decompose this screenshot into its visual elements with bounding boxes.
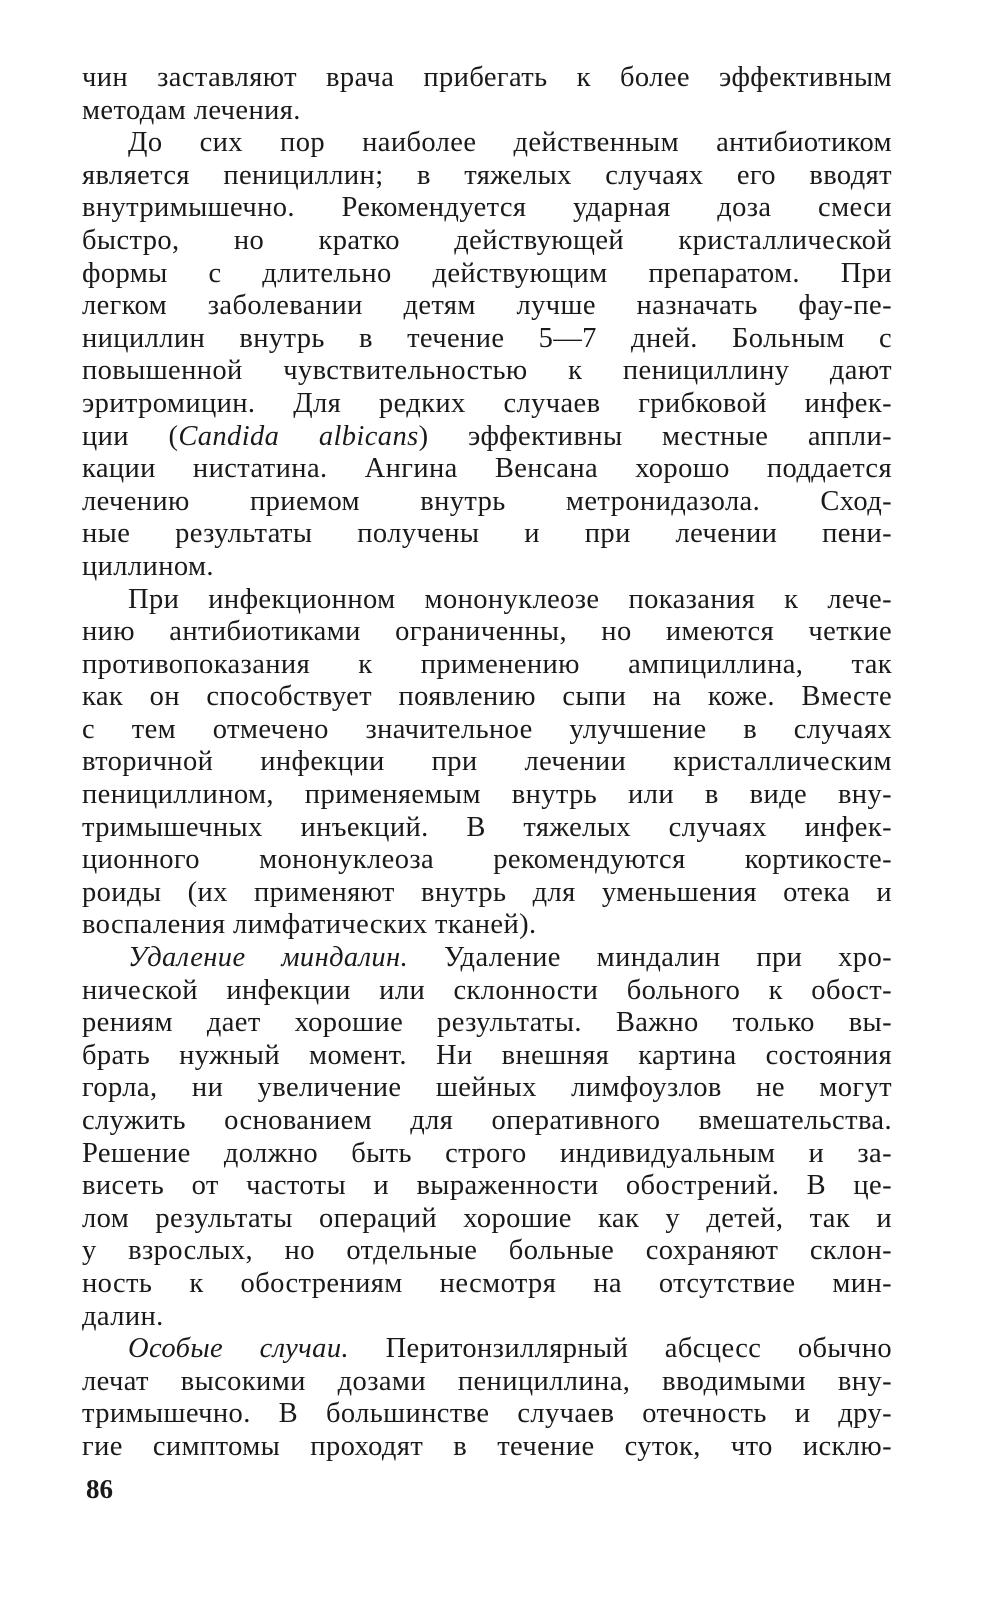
text-line: нической инфекции или склонности больного к обост- — [82, 974, 892, 1006]
text-line: внутримышечно. Рекомендуется ударная доза смеси — [82, 192, 892, 224]
text-line: рениям дает хорошие результаты. Важно только вы- — [82, 1007, 892, 1039]
text-fragment: ции ( — [82, 420, 179, 452]
text-line: висеть от частоты и выраженности обострений. В це- — [82, 1170, 892, 1202]
text-line: вторичной инфекции при лечении кристаллическим — [82, 746, 892, 778]
text-line: лом результаты операций хорошие как у детей, так и — [82, 1202, 892, 1234]
text-line: с тем отмечено значительное улучшение в случаях — [82, 713, 892, 745]
page-body — [82, 62, 892, 1464]
section-lead-line — [82, 942, 892, 975]
text-line: противопоказания к применению ампициллина, так — [82, 648, 892, 680]
text-line: роиды (их применяют внутрь для уменьшения отека и — [82, 876, 892, 908]
species-name: Candida albicans — [178, 420, 419, 452]
text-line: При инфекционном мононуклеозе показания к лече- — [128, 583, 892, 615]
text-line: циллином. — [82, 550, 214, 582]
text-line: является пенициллин; в тяжелых случаях его вводят — [82, 159, 892, 191]
text-line: Решение должно быть строго индивидуальным и за- — [82, 1137, 892, 1169]
text-line: кации нистатина. Ангина Венсана хорошо поддается — [82, 453, 892, 485]
text-line: далин. — [82, 1300, 164, 1332]
text-line: тримышечно. В большинстве случаев отечность и дру- — [82, 1398, 892, 1430]
text-line: горла, ни увеличение шейных лимфоузлов не могут — [82, 1072, 892, 1104]
section-lead-line — [82, 1333, 892, 1366]
text-line: ность к обострениям несмотря на отсутствие мин- — [82, 1267, 892, 1299]
text-line: ные результаты получены и при лечении пени- — [82, 518, 892, 550]
text-fragment: Удаление миндалин при хро- — [408, 942, 892, 974]
text-line: как он способствует появлению сыпи на коже. Вместе — [82, 681, 892, 713]
text-line: нию антибиотиками ограниченны, но имеются четкие — [82, 616, 892, 648]
text-line: тримышечных инъекций. В тяжелых случаях инфек- — [82, 811, 892, 843]
text-line: лечению приемом внутрь метронидазола. Сход- — [82, 485, 892, 517]
text-line: эритромицин. Для редких случаев грибковой инфек- — [82, 387, 892, 419]
text-line-with-species — [82, 421, 892, 454]
text-line: ционного мононуклеоза рекомендуются кортикосте- — [82, 844, 892, 876]
section-heading-tonsillectomy: Удаление миндалин. — [128, 942, 409, 974]
section-heading-special-cases: Особые случаи. — [128, 1333, 350, 1365]
text-line: воспаления лимфатических тканей). — [82, 909, 537, 941]
text-line: у взрослых, но отдельные больные сохраняют склон- — [82, 1235, 892, 1267]
text-line: брать нужный момент. Ни внешняя картина состояния — [82, 1039, 892, 1071]
text-line: лечат высокими дозами пенициллина, вводимыми вну- — [82, 1365, 892, 1397]
text-line: легком заболевании детям лучше назначать фау-пе- — [82, 290, 892, 322]
text-line: чин заставляют врача прибегать к более эффективным — [82, 62, 892, 93]
text-fragment: ) эффективны местные аппли- — [418, 420, 892, 452]
page-number: 86 — [86, 1474, 113, 1504]
text-line: До сих пор наиболее действенным антибиотиком — [128, 127, 892, 159]
text-line: служить основанием для оперативного вмешательства. — [82, 1105, 892, 1136]
text-fragment: Перитонзиллярный абсцесс обычно — [349, 1333, 892, 1365]
text-line: методам лечения. — [82, 94, 301, 126]
text-line: пенициллином, применяемым внутрь или в виде вну- — [82, 779, 892, 811]
text-line: нициллин внутрь в течение 5—7 дней. Больным с — [82, 322, 892, 354]
text-line: гие симптомы проходят в течение суток, что исклю- — [82, 1430, 892, 1462]
text-line: формы с длительно действующим препаратом. При — [82, 257, 892, 289]
text-line: быстро, но кратко действующей кристаллической — [82, 224, 892, 256]
text-line: повышенной чувствительностью к пенициллину дают — [82, 355, 892, 387]
